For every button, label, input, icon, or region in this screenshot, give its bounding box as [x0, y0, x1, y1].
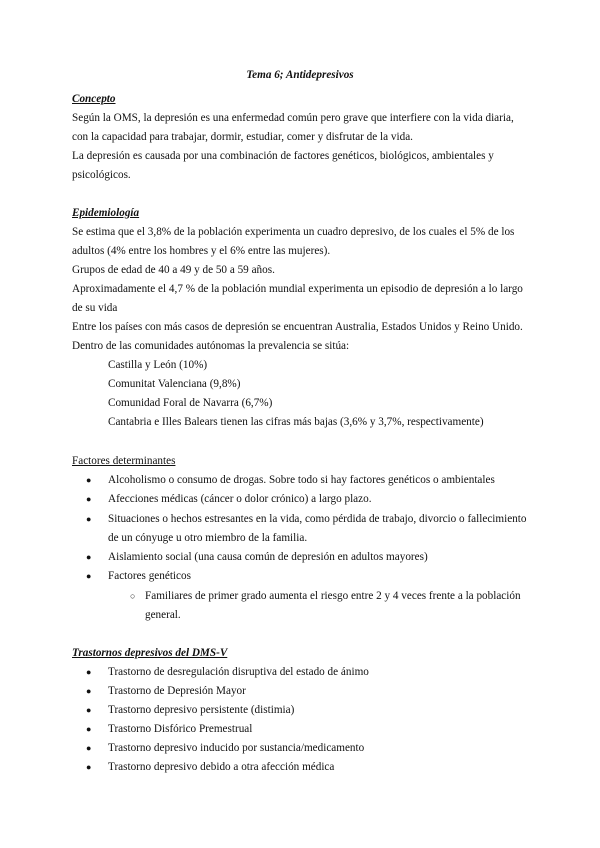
concepto-line: La depresión es causada por una combinación de factores genéticos, biológicos, ambientales y	[72, 150, 494, 162]
factor-item: Factores genéticos	[108, 570, 191, 582]
bullet-icon: ●	[86, 552, 92, 562]
bullet-icon: ●	[86, 571, 92, 581]
factor-item: Afecciones médicas (cáncer o dolor crónico) a largo plazo.	[108, 493, 372, 505]
epidemiologia-line: Aproximadamente el 4,7 % de la población mundial experimenta un episodio de depresión a lo largo	[72, 283, 523, 295]
factor-item: Situaciones o hechos estresantes en la vida, como pérdida de trabajo, divorcio o fallecimiento	[108, 513, 527, 525]
factor-sub-item: Familiares de primer grado aumenta el riesgo entre 2 y 4 veces frente a la población	[145, 590, 521, 602]
epidemiologia-line: adultos (4% entre los hombres y el 6% entre las mujeres).	[72, 245, 331, 257]
region-item: Cantabria e Illes Balears tienen las cifras más bajas (3,6% y 3,7%, respectivamente)	[108, 416, 484, 428]
trastorno-item: Trastorno de desregulación disruptiva del estado de ánimo	[108, 666, 369, 678]
bullet-icon: ●	[86, 705, 92, 715]
trastorno-item: Trastorno de Depresión Mayor	[108, 685, 246, 697]
epidemiologia-line: Dentro de las comunidades autónomas la prevalencia se sitúa:	[72, 340, 350, 352]
bullet-icon: ●	[86, 514, 92, 524]
bullet-icon: ●	[86, 762, 92, 772]
bullet-icon: ●	[86, 667, 92, 677]
factor-sub-item-continuation: general.	[145, 609, 181, 621]
epidemiologia-line: de su vida	[72, 302, 118, 314]
bullet-icon: ●	[86, 494, 92, 504]
region-item: Castilla y León (10%)	[108, 359, 208, 371]
region-item: Comunidad Foral de Navarra (6,7%)	[108, 397, 273, 409]
trastornos-heading: Trastornos depresivos del DMS-V	[72, 647, 228, 659]
epidemiologia-line: Se estima que el 3,8% de la población experimenta un cuadro depresivo, de los cuales el 5% de los	[72, 226, 515, 238]
sub-bullet-icon: ○	[130, 591, 136, 601]
trastorno-item: Trastorno depresivo inducido por sustancia/medicamento	[108, 742, 365, 754]
concepto-line: psicológicos.	[72, 169, 131, 181]
document-title: Tema 6; Antidepresivos	[246, 69, 354, 81]
concepto-line: con la capacidad para trabajar, dormir, estudiar, comer y disfrutar de la vida.	[72, 131, 413, 143]
trastorno-item: Trastorno depresivo debido a otra afección médica	[108, 761, 335, 773]
bullet-icon: ●	[86, 475, 92, 485]
factores-heading: Factores determinantes	[72, 455, 176, 467]
region-item: Comunitat Valenciana (9,8%)	[108, 378, 241, 390]
concepto-line: Según la OMS, la depresión es una enfermedad común pero grave que interfiere con la vida diaria,	[72, 112, 514, 124]
factor-item-continuation: de un cónyuge u otro miembro de la familia.	[108, 532, 308, 544]
epidemiologia-line: Grupos de edad de 40 a 49 y de 50 a 59 años.	[72, 264, 275, 276]
concepto-heading: Concepto	[72, 93, 116, 105]
epidemiologia-heading: Epidemiología	[72, 207, 140, 219]
factor-item: Alcoholismo o consumo de drogas. Sobre todo si hay factores genéticos o ambientales	[108, 474, 495, 486]
factor-item: Aislamiento social (una causa común de depresión en adultos mayores)	[108, 551, 428, 563]
bullet-icon: ●	[86, 743, 92, 753]
bullet-icon: ●	[86, 724, 92, 734]
epidemiologia-line: Entre los países con más casos de depresión se encuentran Australia, Estados Unidos y Reino Unido.	[72, 321, 523, 333]
trastorno-item: Trastorno Disfórico Premestrual	[108, 723, 253, 735]
bullet-icon: ●	[86, 686, 92, 696]
trastorno-item: Trastorno depresivo persistente (distimia)	[108, 704, 295, 716]
